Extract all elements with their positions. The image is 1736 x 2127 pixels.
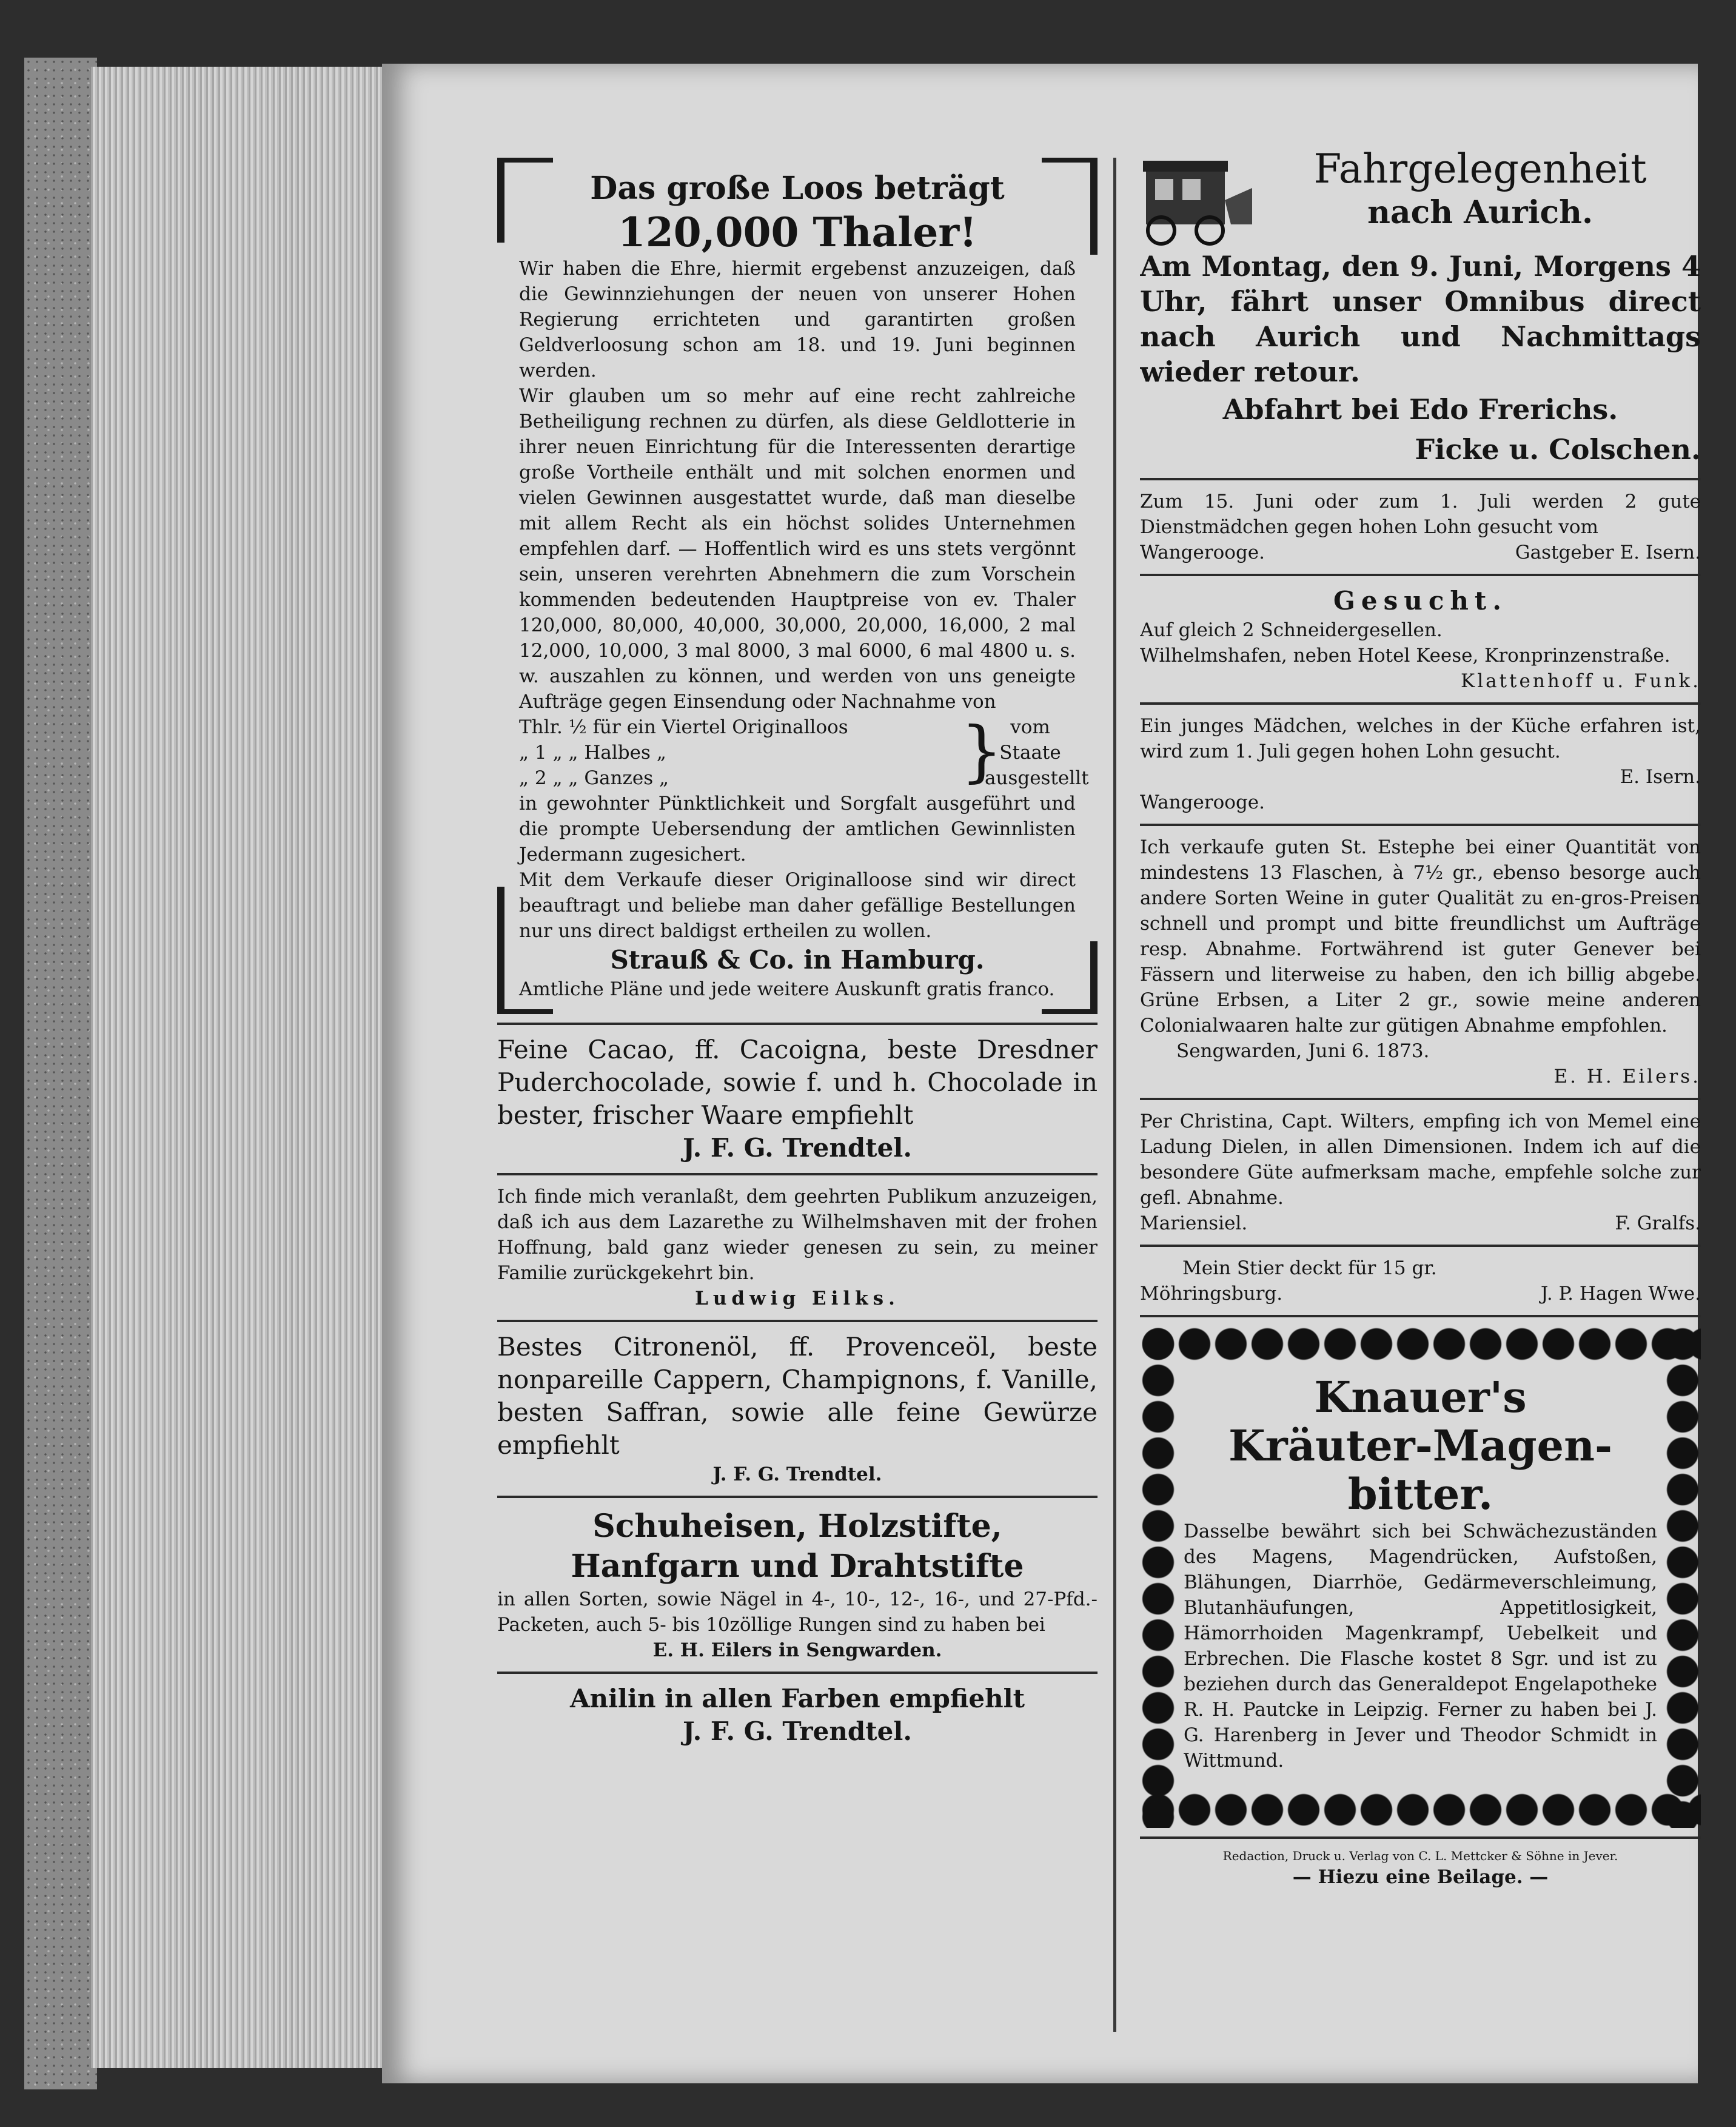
frame-corner: [497, 158, 553, 211]
iron-heading: Schuheisen, Holzstifte,: [592, 1508, 1002, 1545]
bull-place: Möhringsburg.: [1140, 1283, 1283, 1305]
cacao-signature: J. F. G. Trendtel.: [683, 1133, 912, 1163]
dot-border: [1140, 1326, 1176, 1828]
planks-signature: F. Gralfs.: [1615, 1212, 1701, 1234]
right-column: [1140, 146, 1701, 2038]
maids-signature: Gastgeber E. Isern.: [1515, 542, 1701, 563]
coach-depart: Abfahrt bei Edo Frerichs.: [1222, 393, 1618, 426]
wine-ad: Ich verkaufe guten St. Estephe bei einer Quantität von mindestens 13 Flaschen, à 7½ gr., ebenso besorge auch andere Sorten Weine in guter Qualität zu en-gros-Preisen schnell und prompt und bitte freundlichst um Aufträge resp. Abnahme. Fortwährend ist guter Genever bei Fässern und literweise zu haben, den ich billig abgebe. Grüne Erbsen, a Liter 2 gr., sowie meine anderen Colonialwaaren halte zur gütigen Abnahme empfohlen.: [1140, 836, 1701, 1037]
price-line: „ 2 „ „ Ganzes „: [519, 767, 669, 789]
eilks-signature: Ludwig Eilks.: [695, 1288, 900, 1309]
lottery-paragraph: in gewohnter Pünktlichkeit und Sorgfalt ausgeführt und die prompte Uebersendung der amtlichen Gewinnlisten Jedermann zugesichert.: [519, 793, 1076, 865]
stagecoach-icon: [1140, 146, 1255, 249]
maids-ad: Zum 15. Juni oder zum 1. Juli werden 2 gute Dienstmädchen gegen hohen Lohn gesucht vom: [1140, 491, 1701, 538]
dot-border: [1140, 1792, 1701, 1828]
bitter-text: Dasselbe bewährt sich bei Schwächezuständen des Magens, Magendrücken, Aufstoßen, Blähungen, Diarrhöe, Gedärmeverschleimung, Blutanhäufungen, Appetitlosigkeit, Hämorrhoiden Magenkrampf, Uebelkeit und Erbrechen. Die Flasche kostet 8 Sgr. und ist zu beziehen durch das Generaldepot Engelapotheke R. H. Pautcke in Leipzig. Ferner zu haben bei J. G. Harenberg in Jever und Theodor Schmidt in Wittmund.: [1184, 1520, 1657, 1772]
tailors-signature: Klattenhoff u. Funk.: [1461, 670, 1701, 692]
price-line: Thlr. ½ für ein Viertel Originalloos: [519, 716, 848, 738]
tailors-address: Wilhelmshafen, neben Hotel Keese, Kronprinzenstraße.: [1140, 645, 1671, 667]
price-line: „ 1 „ „ Halbes „: [519, 742, 666, 764]
lottery-footer: Amtliche Pläne und jede weitere Auskunft gratis franco.: [519, 978, 1055, 1000]
eilks-ad: Ich finde mich veranlaßt, dem geehrten Publikum anzuzeigen, daß ich aus dem Lazarethe zu Wilhelmshaven mit der frohen Hoffnung, bald ganz wieder genesen zu sein, zu meiner Familie zurückgekehrt bin.: [497, 1186, 1098, 1284]
page-stack: [91, 67, 382, 2068]
divider: [497, 1023, 1098, 1025]
lottery-prize: 120,000 Thaler!: [617, 209, 977, 256]
cacao-ad: Feine Cacao, ff. Cacoigna, beste Dresdner Puderchocolade, sowie f. und h. Chocolade in bester, frischer Waare empfiehlt: [497, 1035, 1098, 1130]
dot-border: [1664, 1326, 1701, 1828]
divider: [1140, 702, 1701, 705]
iron-signature: E. H. Eilers in Sengwarden.: [652, 1639, 942, 1661]
lottery-firm: Strauß & Co. in Hamburg.: [610, 945, 985, 975]
divider: [497, 1672, 1098, 1674]
coach-signature: Ficke u. Colschen.: [1415, 433, 1701, 466]
bitter-ad: [1140, 1326, 1701, 1828]
bitter-heading: bitter.: [1347, 1469, 1493, 1519]
divider: [1140, 574, 1701, 576]
planks-place: Mariensiel.: [1140, 1212, 1248, 1234]
divider: [1140, 1315, 1701, 1317]
planks-footer: [1140, 1211, 1701, 1236]
girl-signature: E. Isern.: [1620, 766, 1701, 788]
maids-footer: [1140, 540, 1701, 565]
divider: [1140, 1098, 1701, 1100]
divider: [1140, 1245, 1701, 1247]
girl-place: Wangerooge.: [1140, 791, 1265, 813]
divider: [1140, 478, 1701, 480]
lottery-paragraph: Mit dem Verkaufe dieser Originalloose sind wir direct beauftragt und beliebe man daher gefällige Bestellungen nur uns direct baldigst ertheilen zu wollen.: [519, 869, 1076, 942]
coach-destination: nach Aurich.: [1367, 194, 1594, 231]
lottery-paragraph: Wir glauben um so mehr auf eine recht zahlreiche Betheiligung rechnen zu dürfen, als diese Geldlotterie in ihrer neuen Einrichtung für die Interessenten derartige große Vortheile enthält und mit solchen enormen und vielen Gewinnen ausgestattet wurde, daß man dieselbe mit allem Recht als ein höchst solides Unternehmen empfehlen darf. — Hoffentlich wird es uns stets vergönnt sein, unseren verehrten Abnehmern die zum Vorschein kommenden bedeutenden Hauptpreise von ev. Thaler 120,000, 80,000, 40,000, 30,000, 20,000, 16,000, 2 mal 12,000, 10,000, 3 mal 8000, 3 mal 6000, 6 mal 4800 u. s. w. auszahlen zu können, und werden von uns geneigte Aufträge gegen Einsendung oder Nachnahme von: [519, 385, 1076, 713]
bitter-heading: Knauer's: [1314, 1372, 1527, 1422]
divider: [497, 1496, 1098, 1498]
brace-glyph: }: [960, 712, 1003, 790]
frame-corner: [1042, 158, 1098, 211]
oil-ad: Bestes Citronenöl, ff. Provenceöl, beste nonpareille Cappern, Champignons, f. Vanille, besten Saffran, sowie alle feine Gewürze empfiehlt: [497, 1332, 1098, 1460]
price-note: vom Staate ausgestellt: [985, 716, 1089, 789]
wine-date: Sengwarden, Juni 6. 1873.: [1176, 1040, 1430, 1062]
girl-ad: Ein junges Mädchen, welches in der Küche erfahren ist, wird zum 1. Juli gegen hohen Lohn gesucht.: [1140, 715, 1701, 762]
maids-place: Wangerooge.: [1140, 542, 1265, 563]
iron-heading: Hanfgarn und Drahtstifte: [571, 1548, 1024, 1585]
divider: [1140, 824, 1701, 826]
coach-text: Am Montag, den 9. Juni, Morgens 4 Uhr, fährt unser Omnibus direct nach Aurich und Nachmittags wieder retour.: [1140, 250, 1701, 388]
lottery-ad: [497, 158, 1098, 1014]
divider: [497, 1320, 1098, 1322]
lottery-heading: Das große Loos beträgt: [590, 170, 1005, 207]
price-table: [519, 712, 1089, 791]
tailors-text: Auf gleich 2 Schneidergesellen.: [1140, 619, 1443, 641]
anilin-signature: J. F. G. Trendtel.: [683, 1716, 912, 1746]
frame-corner: [1042, 961, 1098, 1014]
bull-ad: Mein Stier deckt für 15 gr.: [1182, 1257, 1437, 1279]
iron-ad: in allen Sorten, sowie Nägel in 4-, 10-, 12-, 16-, und 27-Pfd.-Packeten, auch 5- bis 10zöllige Rungen sind zu haben bei: [497, 1588, 1098, 1636]
frame-corner: [497, 961, 553, 1014]
bull-footer: [1140, 1281, 1701, 1306]
coach-ad: [1140, 146, 1701, 469]
bull-signature: J. P. Hagen Wwe.: [1540, 1283, 1701, 1305]
supplement-note: — Hiezu eine Beilage. —: [1292, 1866, 1549, 1888]
planks-ad: Per Christina, Capt. Wilters, empfing ich von Memel eine Ladung Dielen, in allen Dimensionen. Indem ich auf die besondere Güte aufmerksam mache, empfehle solche zur gefl. Abnahme.: [1140, 1111, 1701, 1209]
book-cover-edge: [24, 58, 97, 2089]
coach-heading: Fahrgelegenheit: [1313, 146, 1647, 192]
wine-signature: E. H. Eilers.: [1553, 1066, 1701, 1087]
divider: [1140, 1836, 1701, 1839]
dot-border: [1140, 1326, 1701, 1362]
anilin-heading: Anilin in allen Farben empfiehlt: [569, 1684, 1025, 1713]
tailors-heading: Gesucht.: [1333, 586, 1507, 616]
divider: [497, 1173, 1098, 1175]
oil-signature: J. F. G. Trendtel.: [712, 1463, 882, 1485]
left-column: [497, 158, 1098, 2038]
imprint: Redaction, Druck u. Verlag von C. L. Mettcker & Söhne in Jever.: [1222, 1849, 1618, 1863]
bitter-heading: Kräuter-Magen-: [1228, 1420, 1613, 1471]
lottery-paragraph: Wir haben die Ehre, hiermit ergebenst anzuzeigen, daß die Gewinnziehungen der neuen von unserer Hohen Regierung errichteten und garantirten großen Geldverloosung schon am 18. und 19. Juni beginnen werden.: [519, 258, 1076, 381]
column-divider: [1113, 158, 1116, 2032]
